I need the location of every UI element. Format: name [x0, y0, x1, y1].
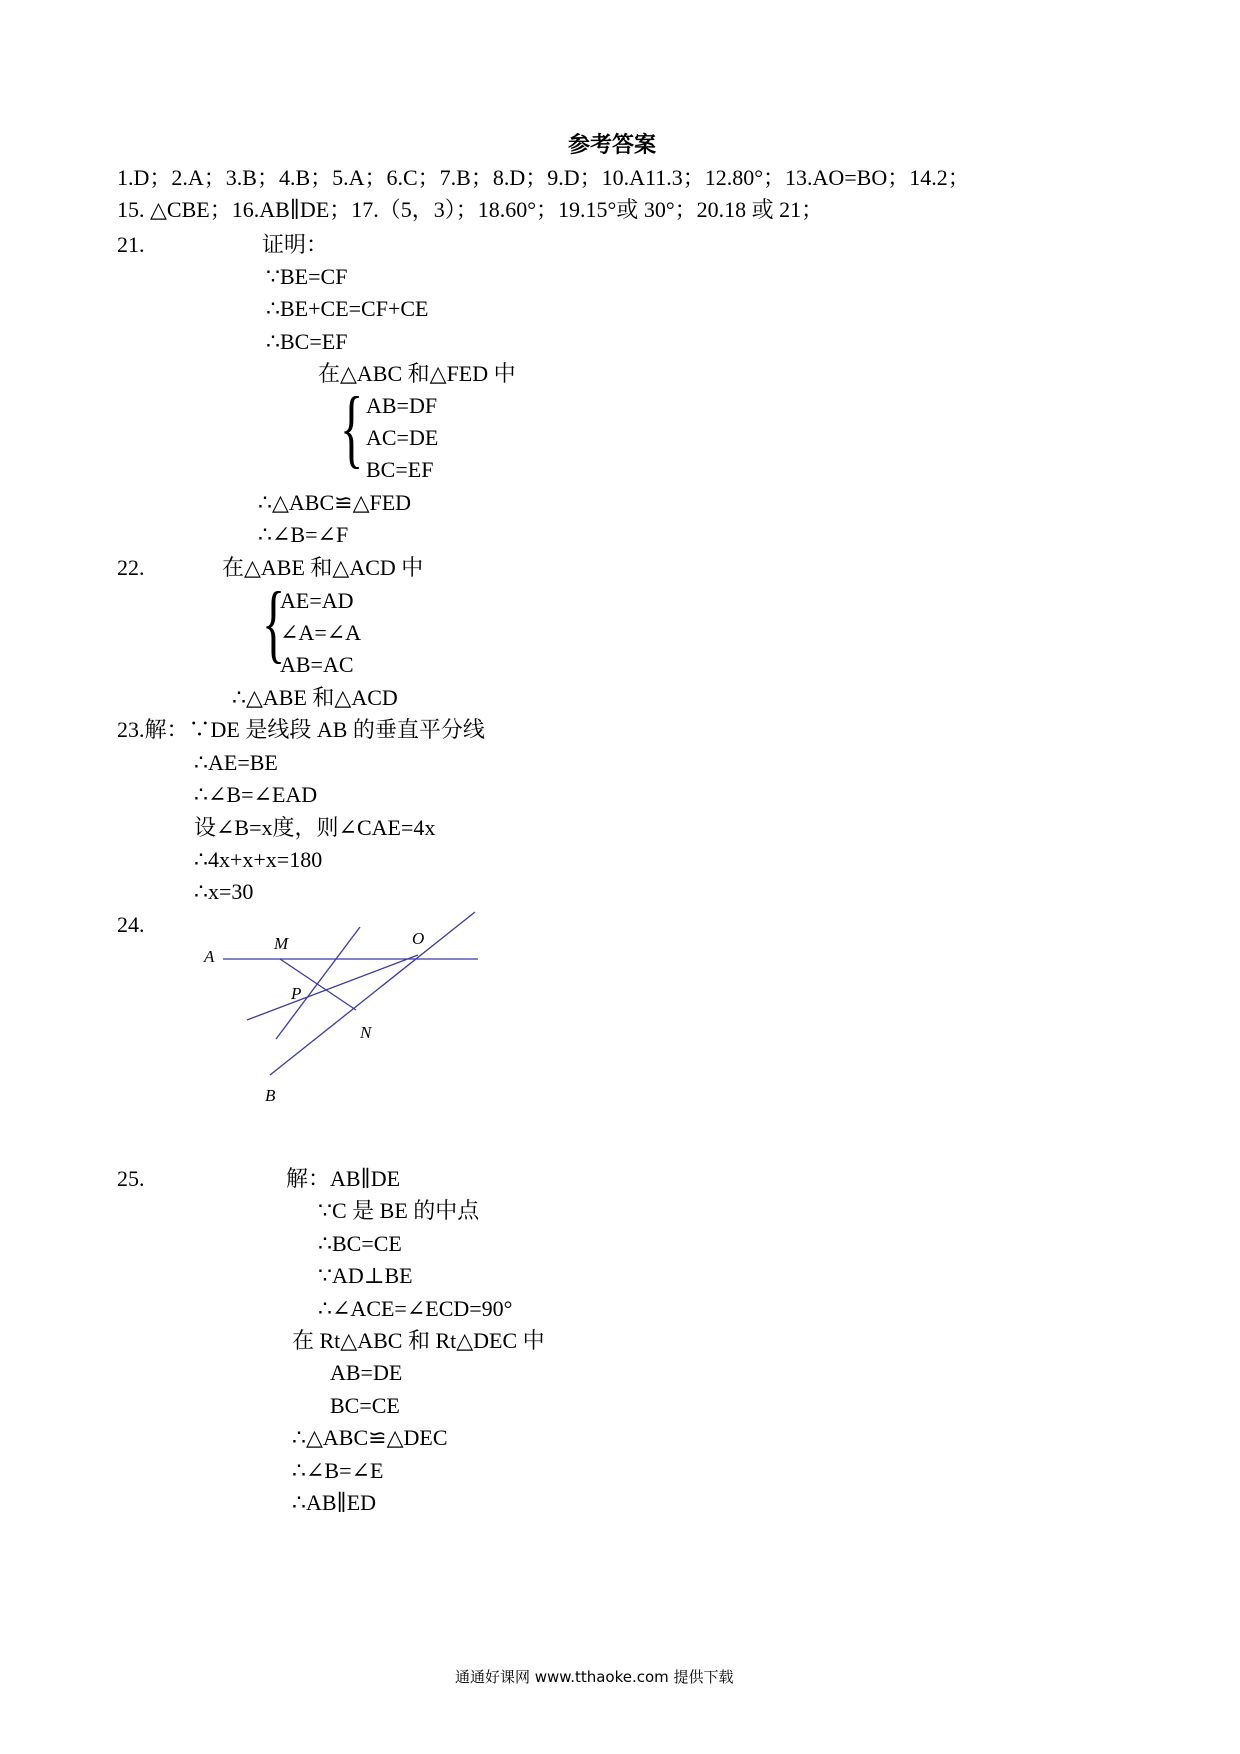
q25-line-5: ∴∠ACE=∠ECD=90°: [318, 1296, 513, 1321]
label-m: M: [274, 934, 289, 953]
q25-line-11: ∴AB∥ED: [292, 1490, 377, 1515]
q23-line-6: ∴x=30: [194, 879, 254, 904]
q21-line-9: ∴△ABC≌△FED: [258, 490, 412, 515]
label-b: B: [265, 1086, 276, 1105]
q21-line-7: AC=DE: [366, 425, 439, 450]
q22-brace: {: [262, 575, 286, 672]
page-title: 参考答案: [568, 132, 657, 157]
q25-line-7: AB=DE: [330, 1360, 403, 1385]
q21-number: 21.: [117, 232, 145, 257]
q21-line-4: ∴BC=EF: [266, 329, 348, 354]
q21-brace: {: [340, 380, 364, 477]
q22-line-1: 在△ABE 和△ACD 中: [222, 555, 424, 580]
q21-line-10: ∴∠B=∠F: [258, 522, 349, 547]
q21-line-8: BC=EF: [366, 457, 434, 482]
q21-line-6: AB=DF: [366, 393, 438, 418]
answers-row-2: 15. △CBE；16.AB∥DE；17.（5，3）；18.60°；19.15°或 30°；20.18 或 21；: [117, 197, 824, 222]
q21-line-1: 证明：: [262, 232, 329, 257]
q25-line-3: ∴BC=CE: [318, 1231, 402, 1256]
label-o: O: [412, 929, 425, 948]
q22-line-3: ∠A=∠A: [280, 620, 362, 645]
q22-line-2: AE=AD: [280, 588, 354, 613]
q25-line-9: ∴△ABC≌△DEC: [292, 1425, 448, 1450]
q25-line-4: ∵AD⊥BE: [318, 1263, 413, 1288]
q21-line-3: ∴BE+CE=CF+CE: [266, 296, 429, 321]
q22-line-5: ∴△ABE 和△ACD: [232, 685, 398, 710]
q25-line-10: ∴∠B=∠E: [292, 1458, 384, 1483]
q21-line-5: 在△ABC 和△FED 中: [318, 361, 516, 386]
q25-number: 25.: [117, 1166, 145, 1191]
q25-line-6: 在 Rt△ABC 和 Rt△DEC 中: [292, 1328, 545, 1353]
q24-number: 24.: [117, 912, 145, 937]
q21-line-2: ∵BE=CF: [266, 264, 348, 289]
label-a: A: [204, 947, 215, 966]
q23-line-2: ∴AE=BE: [194, 750, 278, 775]
page-footer: 通通好课网 www.tthaoke.com 提供下载: [455, 1668, 734, 1686]
q23-line-3: ∴∠B=∠EAD: [194, 782, 318, 807]
q23-line-1: 23.解：∵DE 是线段 AB 的垂直平分线: [117, 717, 485, 742]
q22-number: 22.: [117, 555, 145, 580]
line-pm: [276, 927, 360, 1039]
q25-line-8: BC=CE: [330, 1393, 400, 1418]
q22-line-4: AB=AC: [280, 652, 354, 677]
q25-line-1: 解：AB∥DE: [286, 1166, 401, 1191]
q23-line-4: 设∠B=x度，则∠CAE=4x: [194, 815, 436, 840]
q23-line-5: ∴4x+x+x=180: [194, 847, 323, 872]
answers-row-1: 1.D；2.A；3.B；4.B；5.A；6.C；7.B；8.D；9.D；10.A11.3；12.80°；13.AO=BO；14.2；: [117, 165, 970, 190]
q25-line-2: ∵C 是 BE 的中点: [318, 1198, 480, 1223]
label-n: N: [360, 1023, 372, 1042]
label-p: P: [291, 984, 302, 1003]
